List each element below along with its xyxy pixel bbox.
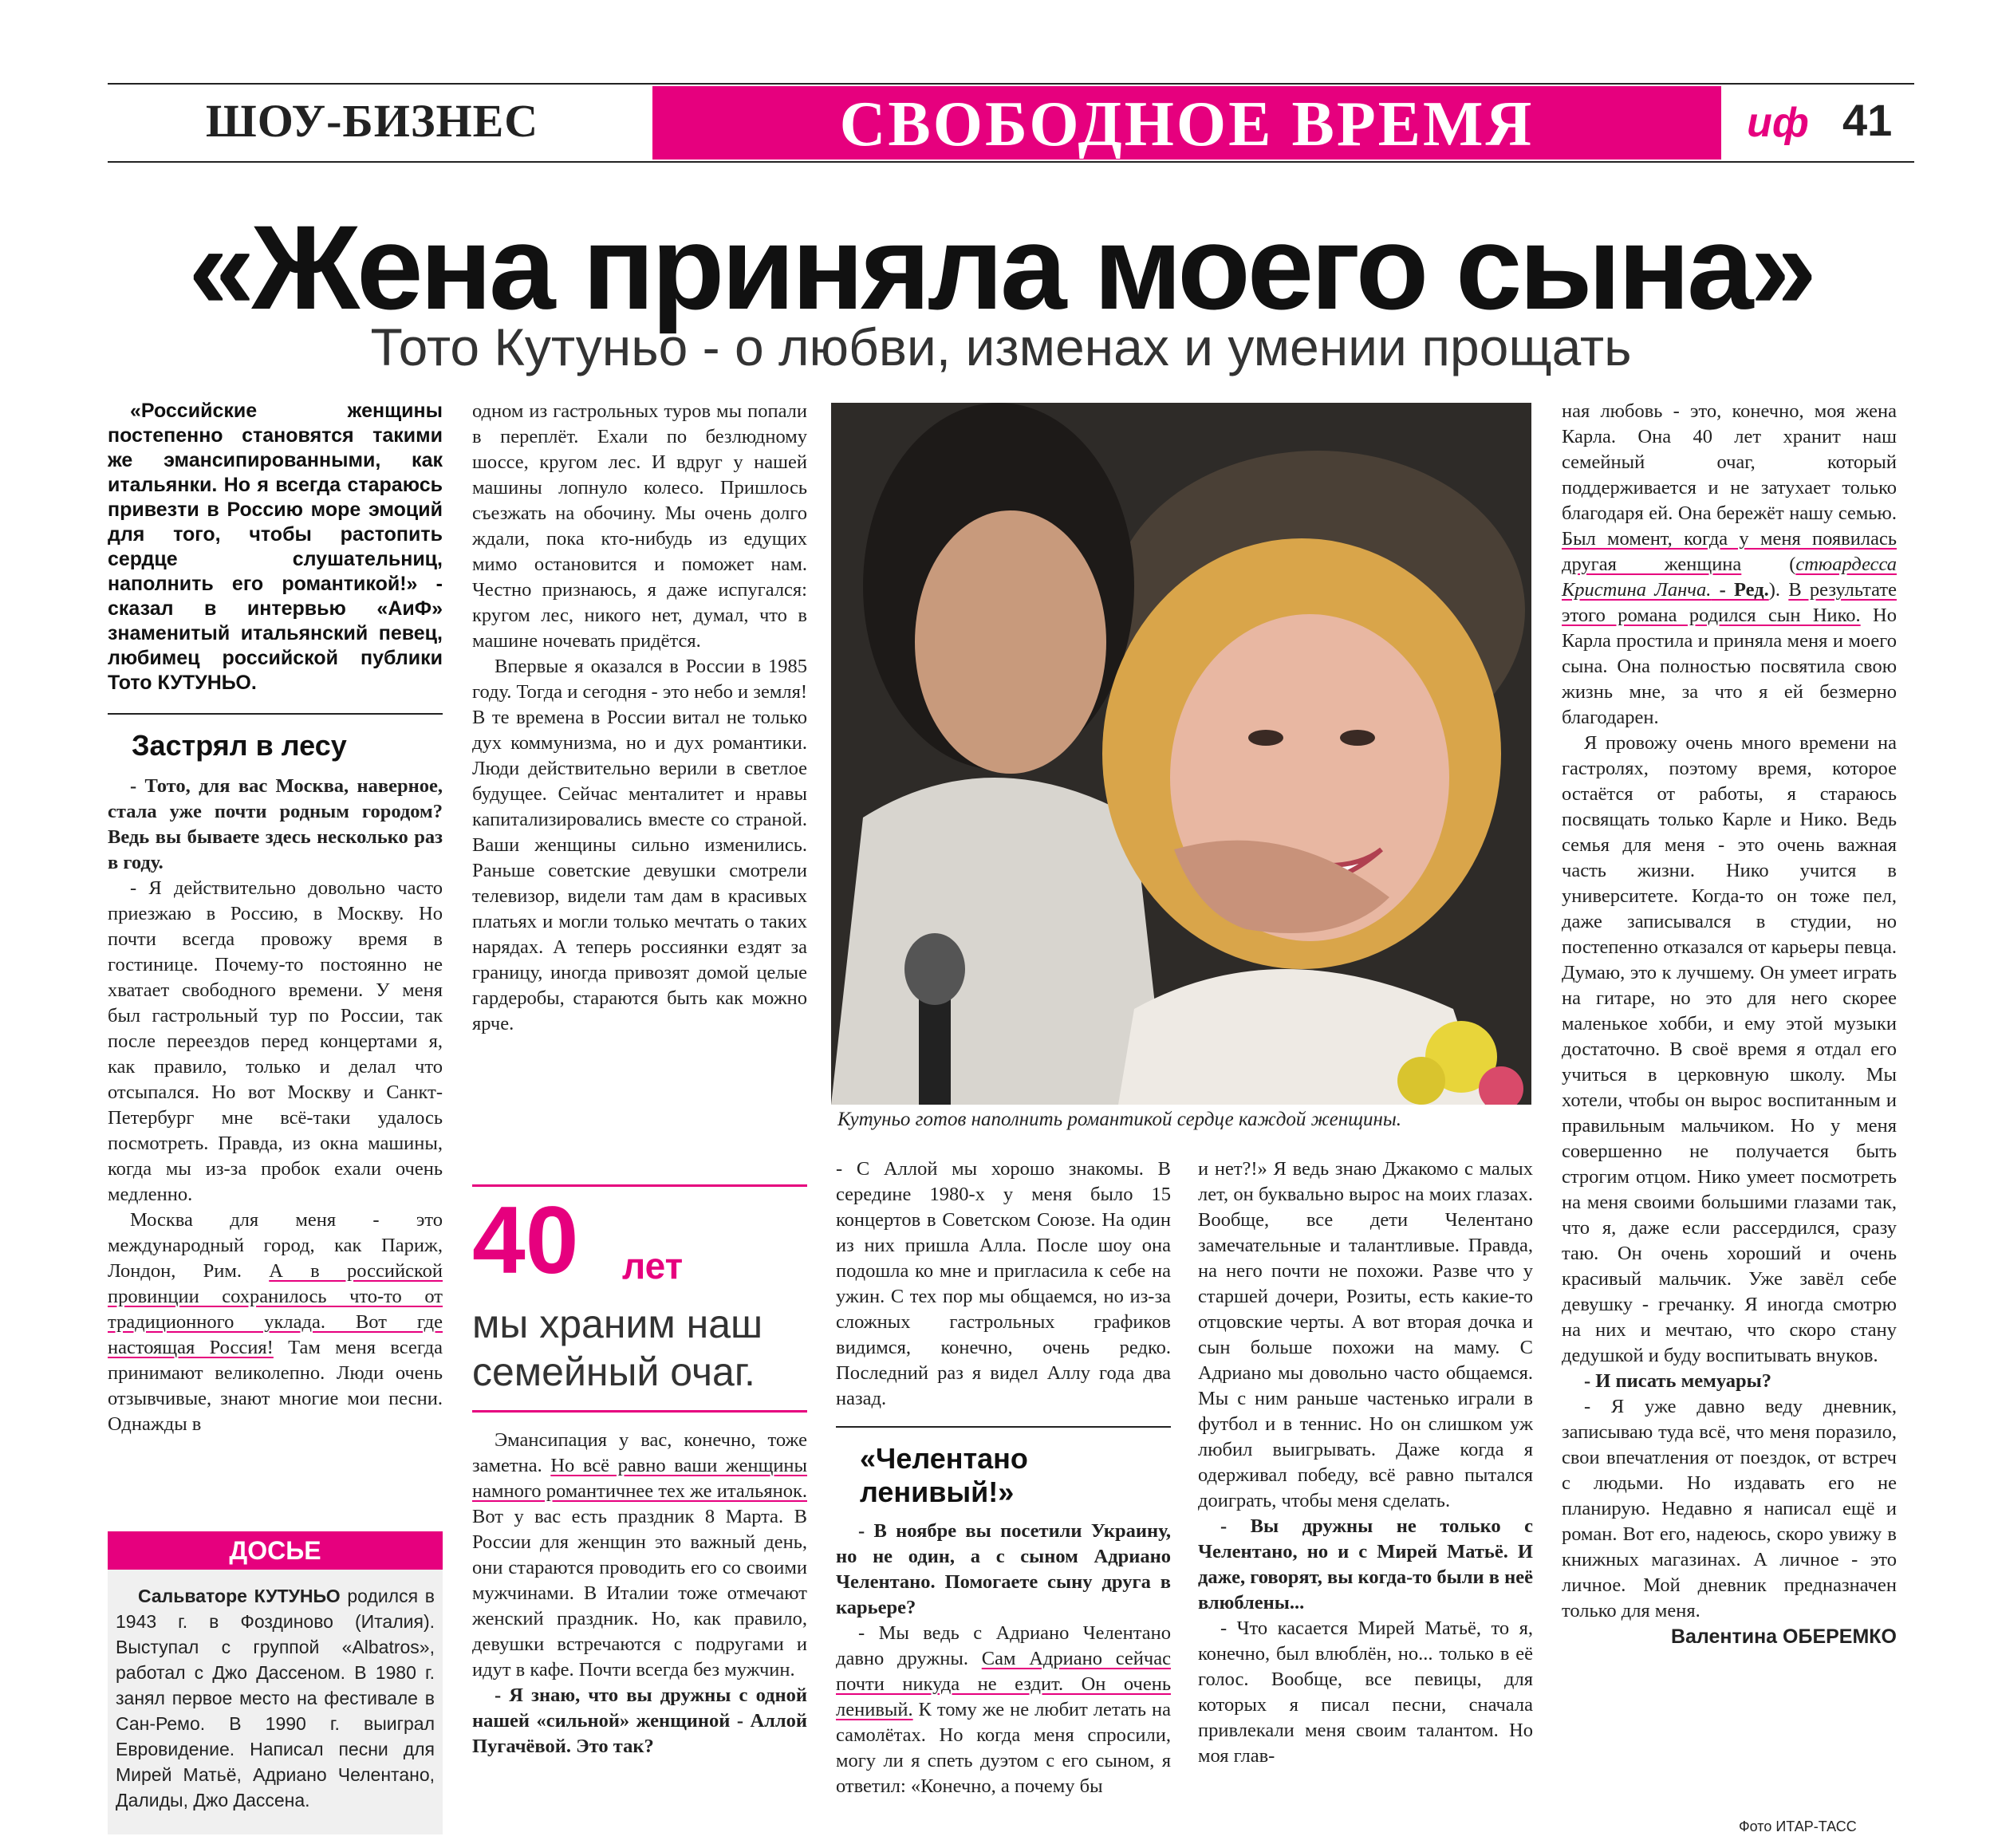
question: - Тото, для вас Москва, наверное, стала уже почти родным городом? Ведь вы бываете здесь несколько раз в году.	[108, 775, 443, 873]
question: - И писать мемуары?	[1584, 1370, 1772, 1392]
headline: «Жена приняла моего сына»	[188, 200, 1814, 334]
section-banner: СВОБОДНОЕ ВРЕМЯ	[652, 86, 1721, 160]
pullquote-unit: лет	[622, 1245, 684, 1287]
dossier-name: Сальваторе КУТУНЬО	[138, 1586, 341, 1606]
photo	[831, 403, 1531, 1105]
divider	[836, 1426, 1171, 1428]
column-5	[1562, 399, 1897, 1649]
pullquote-text: мы храним наш семейный очаг.	[472, 1302, 763, 1394]
paragraph: - С Аллой мы хорошо знакомы. В середине 1980-х у меня было 15 концертов в Советском Союзе. На один из них пришла Алла. После шоу она подошла ко мне и пригласила к себе на ужин. С тех пор мы общаемся, но из-за сложных гастрольных графиков видимся, конечно, очень редко. Последний раз я видел Аллу года два назад.	[836, 1158, 1171, 1409]
header-bottom-rule	[108, 161, 1914, 163]
paragraph: Эмансипация у вас, конечно, тоже заметна. Но всё равно ваши женщины намного романтичнее тех же итальянок. Вот у вас есть праздник 8 Марта. В России для женщин это важный день, они стараются проводить его со своими мужчинами. В Италии тоже отмечают женский праздник. Но, как правило, девушки встречаются с подругами и идут в кафе. Почти всегда без мужчин.	[472, 1429, 808, 1681]
lead-paragraph: «Российские женщины постепенно становятся такими же эмансипированными, как итальянки. Но я всегда стараюсь привезти в Россию море эмоций для того, чтобы растопить сердце слушательниц, наполнить его романтикой!» - сказал в интервью «АиФ» знаменитый итальянский певец, любимец российской публики Тото КУТУНЬО.	[108, 400, 443, 694]
paragraph: и нет?!» Я ведь знаю Джакомо с малых лет, он буквально вырос на моих глазах. Вообще, все дети Челентано замечательные и талантливые. Правда, на него почти не похожи. Разве что у старшей дочери, Розиты, есть какие-то отцовские черты. А вот вторая дочка и сын больше похожи на маму. С Адриано мы довольно часто общаемся. Мы с ним раньше частенько играли в футбол и в теннис. Но он слишком уж любил выигрывать. Даже когда я одерживал победу, всё равно пытался доиграть, чтобы меня сделать.	[1198, 1158, 1533, 1511]
paragraph: ная любовь - это, конечно, моя жена Карла. Она 40 лет хранит наш семейный очаг, который поддерживается и не затухает только благодаря ей. Она бережёт нашу семью. Был момент, когда у меня появилась другая женщина (стюардесса Кристина Ланча. - Ред.). В результате этого романа родился сын Нико. Но Карла простила и приняла меня и моего сына. Она полностью посвятила свою жизнь мне, за что я ей безмерно благодарен.	[1562, 400, 1897, 728]
photo-credit: Фото ИТАР-ТАСС	[1739, 1818, 1857, 1834]
answer: - Я уже давно веду дневник, записываю туда всё, что меня поразило, свои впечатления от поездок, от встреч с людьми. Но издавать его не планирую. Недавно я написал ещё и роман. Вот его, надеюсь, скоро увижу в книжных магазинах. А личное - это личное. Мой дневник предназначен только для меня.	[1562, 1396, 1897, 1621]
top-rule	[108, 83, 1914, 85]
divider	[108, 713, 443, 715]
column-4	[1198, 1156, 1533, 1769]
question: - Вы дружны не только с Челентано, но и с Мирей Матьё. И даже, говорят, вы когда-то были в неё влюблены...	[1198, 1515, 1533, 1614]
column-1	[108, 399, 443, 1437]
pullquote-bottom-rule	[472, 1410, 807, 1413]
logo-text: иф	[1747, 100, 1809, 146]
answer: - Я действительно довольно часто приезжаю в Россию, в Москву. Но почти всегда провожу время в гостинице. Почему-то постоянно не хватает свободного времени. У меня был гастрольный тур по России, так после переездов перед концертами я, как правило, только и делал что отсыпался. Но вот Москву и Санкт-Петербург мне всё-таки удалось посмотреть. Правда, из окна машины, когда мы из-за пробок ехали очень медленно.	[108, 877, 443, 1205]
author-signature: Валентина ОБЕРЕМКО	[1670, 1625, 1897, 1648]
paragraph: Впервые я оказался в России в 1985 году. Тогда и сегодня - это небо и земля! В те времена в России витал не только дух коммунизма, но и дух романтики. Люди действительно верили в светлое будущее. Сейчас менталитет и нравы капитализировались вместе со страной. Ваши женщины сильно изменились. Раньше советские девушки смотрели телевизор, видели там дам в красивых платьях и могли только мечтать о таких нарядах. А теперь россиянки ездят за границу, иногда привозят домой целые гардеробы, стараются быть как можно ярче.	[472, 656, 807, 1034]
photo-caption: Кутуньо готов наполнить романтикой сердце каждой женщины.	[837, 1109, 1402, 1130]
question: - Я знаю, что вы дружны с одной нашей «сильной» женщиной - Аллой Пугачёвой. Это так?	[472, 1684, 807, 1757]
section-subtitle-2: «Челентано ленивый!»	[860, 1442, 1028, 1508]
question: - В ноябре вы посетили Украину, но не один, а с сыном Адриано Челентано. Помогаете сыну друга в карьере?	[836, 1520, 1171, 1618]
column-2-lower	[472, 1428, 807, 1759]
paragraph: одном из гастрольных туров мы попали в переплёт. Ехали по безлюдному шоссе, кругом лес. И вдруг у нашей машины лопнуло колесо. Пришлось съезжать на обочину. Мы очень долго ждали, пока кто-нибудь из едущих мимо остановится и поможет нам. Честно признаюсь, я даже испугался: кругом лес, никого нет, думал, что в машине ночевать придётся.	[472, 400, 807, 652]
dossier-text: Сальваторе КУТУНЬО родился в 1943 г. в Фоздиново (Италия). Выступал с группой «Albatros», работал с Джо Дассеном. В 1980 г. занял первое место на фестивале в Сан-Ремо. В 1990 г. выиграл Евровидение. Написал песни для Мирей Матьё, Адриано Челентано, Далиды, Джо Дассена.	[116, 1586, 435, 1811]
answer: - Мы ведь с Адриано Челентано давно дружны. Сам Адриано сейчас почти никуда не ездит. Он очень ленивый. К тому же не любит летать на самолётах. Но когда меня спросили, могу ли я спеть дуэтом с его сыном, я ответил: «Конечно, а почему бы	[836, 1622, 1171, 1797]
page-number: 41	[1842, 95, 1893, 145]
dossier-title: ДОСЬЕ	[108, 1531, 443, 1570]
column-2	[472, 399, 807, 1037]
answer: Москва для меня - это международный город, как Париж, Лондон, Рим. А в российской провинции сохранилось что-то от традиционного уклада. Вот где настоящая Россия! Там меня всегда принимают великолепно. Люди очень отзывчивые, знают многие мои песни. Однажды в	[108, 1209, 443, 1435]
answer: - Что касается Мирей Матьё, то я, конечно, был влюблён, но... только в её голос. Вообще, все певицы, для которых я писал песни, сначала привлекали меня своим талантом. Но моя глав-	[1198, 1617, 1533, 1767]
photo-illustration	[831, 403, 1531, 1105]
column-3	[836, 1156, 1171, 1799]
aif-logo	[1721, 86, 1834, 160]
pullquote-number: 40	[472, 1187, 579, 1294]
paragraph: Я провожу очень много времени на гастролях, поэтому время, которое остаётся от работы, я стараюсь посвящать только Карле и Нико. Ведь семья для меня - это очень важная часть жизни. Нико учится в университете. Когда-то он тоже пел, даже записывался в студии, но постепенно отказался от карьеры певца. Думаю, это к лучшему. Он умеет играть на гитаре, но это для него скорее маленькое хобби, и ему этой музыки достаточно. В своё время я отдал его учиться в церковную школу. Мы хотели, чтобы он вырос воспитанным и правильным мальчиком. Но у меня совершенно не получается быть строгим отцом. Нико умеет посмотреть на меня своими большими глазами так, что я, даже если рассердился, сразу таю. Он очень хороший и очень красивый мальчик. Уже завёл себе девушку - гречанку. Я иногда смотрю на них и мечтаю, что скоро стану дедушкой и буду воспитывать внуков.	[1562, 732, 1897, 1366]
section-subtitle: Застрял в лесу	[132, 729, 347, 762]
subheadline: Тото Кутуньо - о любви, изменах и умении прощать	[370, 317, 1632, 376]
section-label: ШОУ-БИЗНЕС	[206, 95, 539, 147]
